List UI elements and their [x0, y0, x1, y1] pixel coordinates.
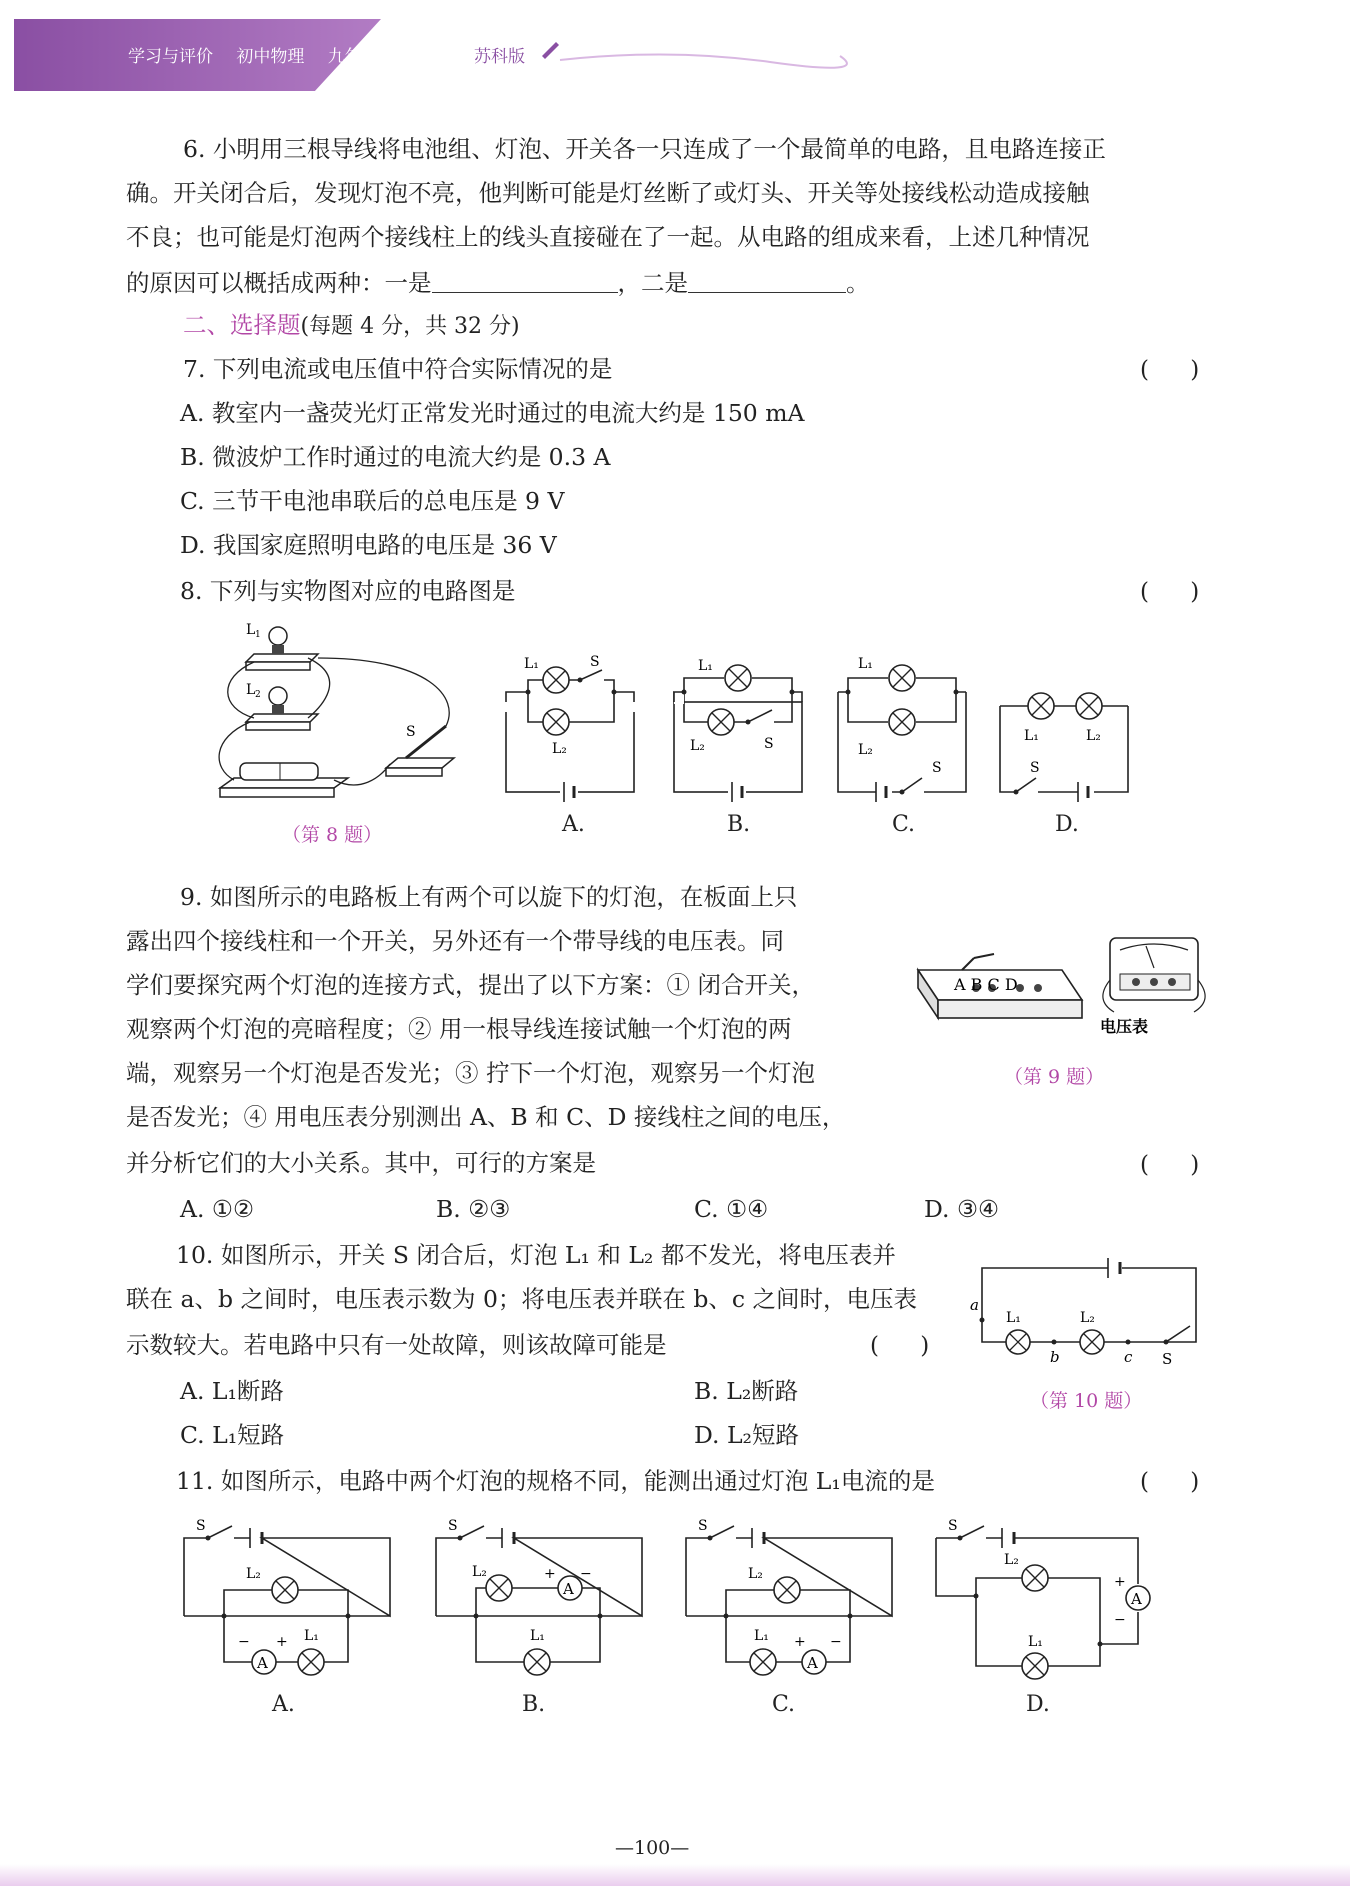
q8-option-letter-b: B. [727, 812, 751, 837]
q7-option-b: B. 微波炉工作时通过的电流大约是 0.3 A [180, 443, 611, 471]
q11-c-ammeter-label: A [807, 1654, 818, 1672]
q10-line3: 示数较大。若电路中只有一处故障，则该故障可能是 [126, 1331, 667, 1359]
q8-circuit-a [500, 652, 642, 797]
q10-point-a: a [970, 1296, 979, 1314]
q9-line3: 学们要探究两个灯泡的连接方式，提出了以下方案：① 闭合开关， [126, 971, 815, 999]
q11-a-l2-label: L₂ [246, 1566, 261, 1582]
q11-b-plus: + [544, 1566, 556, 1582]
q11-c-s-label: S [698, 1518, 708, 1534]
q11-answer-paren[interactable]: ( ) [1140, 1469, 1200, 1495]
q8-b-s-label: S [764, 736, 774, 752]
q8-c-l2-label: L₂ [858, 742, 873, 758]
q10-option-b: B. L₂断路 [694, 1377, 799, 1405]
q11-circuit-a [176, 1516, 396, 1676]
q11-a-minus: − [238, 1634, 250, 1650]
q8-a-l1-label: L₁ [524, 656, 539, 672]
q8-a-s-label: S [590, 654, 600, 670]
q10-switch-label: S [1162, 1350, 1173, 1368]
q9-option-d: D. ③④ [924, 1195, 1000, 1223]
q11-circuit-c [678, 1516, 898, 1676]
q11-d-s-label: S [948, 1518, 958, 1534]
svg-text:1: 1 [255, 630, 261, 640]
q9-board-diagram [914, 930, 1214, 1050]
svg-text:2: 2 [255, 690, 261, 700]
q8-circuit-d [994, 652, 1136, 797]
q8-b-l2-label: L₂ [690, 738, 705, 754]
q10-answer-paren[interactable]: ( ) [870, 1333, 930, 1359]
q11-a-ammeter-label: A [257, 1654, 268, 1672]
q11-option-letter-a: A. [272, 1692, 295, 1717]
q9-line5: 端，观察另一个灯泡是否发光；③ 拧下一个灯泡，观察另一个灯泡 [126, 1059, 815, 1087]
header-edition: 苏科版 [474, 47, 525, 67]
q10-l2-label: L₂ [1080, 1310, 1095, 1326]
q11-d-l2-label: L₂ [1004, 1552, 1019, 1568]
q8-answer-paren[interactable]: ( ) [1140, 579, 1200, 605]
q11-stem: 11. 如图所示，电路中两个灯泡的规格不同，能测出通过灯泡 L₁电流的是 [176, 1467, 935, 1495]
q8-circuit-c [832, 652, 974, 797]
q11-option-letter-c: C. [772, 1692, 796, 1717]
q7-option-d: D. 我国家庭照明电路的电压是 36 V [180, 531, 557, 559]
q10-line1: 10. 如图所示，开关 S 闭合后，灯泡 L₁ 和 L₂ 都不发光，将电压表并 [176, 1241, 896, 1269]
q6-line4-text-b: ，二是 [617, 269, 688, 297]
q9-line2: 露出四个接线柱和一个开关，另外还有一个带导线的电压表。同 [126, 927, 784, 955]
q9-terminal-labels: A B C D [954, 975, 1018, 994]
svg-text:L: L [246, 682, 256, 698]
q11-d-ammeter-label: A [1131, 1590, 1142, 1608]
q8-c-l1-label: L₁ [858, 656, 873, 672]
q10-option-a: A. L₁断路 [180, 1377, 284, 1405]
header-subject: 初中物理 [236, 47, 305, 67]
q8-d-l2-label: L₂ [1086, 728, 1101, 744]
q7-option-c: C. 三节干电池串联后的总电压是 9 V [180, 487, 565, 515]
q11-b-minus: − [580, 1566, 592, 1582]
q9-line1: 9. 如图所示的电路板上有两个可以旋下的灯泡，在板面上只 [180, 883, 798, 911]
q9-caption: （第 9 题） [1004, 1066, 1105, 1088]
svg-text:S: S [406, 724, 416, 740]
section-note: (每题 4 分，共 32 分) [300, 314, 520, 339]
q8-option-letter-d: D. [1055, 812, 1079, 837]
footer-band [0, 1864, 1350, 1886]
q11-b-l1-label: L₁ [530, 1628, 545, 1644]
q8-d-l1-label: L₁ [1024, 728, 1039, 744]
q11-d-minus: − [1114, 1612, 1126, 1628]
q9-voltmeter-label: 电压表 [1100, 1017, 1149, 1036]
q11-d-l1-label: L₁ [1028, 1634, 1043, 1650]
q6-answer-blank-1[interactable] [432, 270, 618, 293]
header-title [128, 42, 431, 67]
q10-option-c: C. L₁短路 [180, 1421, 285, 1449]
q6-line3: 不良；也可能是灯泡两个接线柱上的线头直接碰在了一起。从电路的组成来看，上述几种情况 [126, 223, 1090, 251]
section-title: 二、选择题 [183, 311, 301, 339]
q7-answer-paren[interactable]: ( ) [1140, 357, 1200, 383]
q8-option-letter-a: A. [562, 812, 585, 837]
q9-line7: 并分析它们的大小关系。其中，可行的方案是 [126, 1149, 596, 1177]
q8-circuit-b [668, 652, 810, 797]
q11-b-l2-label: L₂ [472, 1564, 487, 1580]
q11-a-l1-label: L₁ [304, 1628, 319, 1644]
header-grade: 九年级上册 [327, 47, 413, 67]
q8-caption: （第 8 题） [282, 824, 383, 846]
q8-d-s-label: S [1030, 760, 1040, 776]
q10-option-d: D. L₂短路 [694, 1421, 799, 1449]
q11-option-letter-d: D. [1026, 1692, 1050, 1717]
q11-c-minus: − [830, 1634, 842, 1650]
header-series: 学习与评价 [128, 47, 213, 67]
q6-line4 [126, 270, 870, 296]
q8-c-s-label: S [932, 760, 942, 776]
q11-a-plus: + [276, 1634, 288, 1650]
q6-line1: 6. 小明用三根导线将电池组、灯泡、开关各一只连成了一个最简单的电路，且电路连接正 [183, 135, 1106, 163]
section-heading [183, 311, 520, 339]
q10-circuit [970, 1250, 1210, 1370]
q10-line2: 联在 a、b 之间时，电压表示数为 0；将电压表并联在 b、c 之间时，电压表 [126, 1285, 918, 1313]
q9-option-a: A. ①② [180, 1195, 255, 1223]
q11-circuit-b [428, 1516, 648, 1676]
q11-option-letter-b: B. [522, 1692, 546, 1717]
q8-option-letter-c: C. [892, 812, 916, 837]
q10-point-b: b [1050, 1348, 1060, 1366]
q11-c-l1-label: L₁ [754, 1628, 769, 1644]
page-number: —100— [615, 1837, 690, 1859]
q11-d-plus: + [1114, 1574, 1126, 1590]
svg-text:L: L [246, 622, 256, 638]
q8-stem: 8. 下列与实物图对应的电路图是 [180, 577, 516, 605]
q8-physical-diagram [210, 618, 460, 808]
q8-b-l1-label: L₁ [698, 658, 713, 674]
q11-c-l2-label: L₂ [748, 1566, 763, 1582]
q6-line4-text-c: 。 [846, 269, 870, 297]
q10-point-c: c [1124, 1348, 1133, 1366]
q9-line6: 是否发光；④ 用电压表分别测出 A、B 和 C、D 接线柱之间的电压， [126, 1103, 846, 1131]
q11-b-s-label: S [448, 1518, 458, 1534]
q9-option-b: B. ②③ [436, 1195, 511, 1223]
q7-stem: 7. 下列电流或电压值中符合实际情况的是 [183, 355, 613, 383]
q6-line2: 确。开关闭合后，发现灯泡不亮，他判断可能是灯丝断了或灯头、开关等处接线松动造成接触 [126, 179, 1090, 207]
q8-a-l2-label: L₂ [552, 741, 567, 757]
q7-option-a: A. 教室内一盏荧光灯正常发光时通过的电流大约是 150 mA [180, 399, 805, 427]
q11-circuit-d [928, 1516, 1148, 1676]
q6-answer-blank-2[interactable] [688, 270, 846, 293]
q9-option-c: C. ①④ [694, 1195, 769, 1223]
q11-c-plus: + [794, 1634, 806, 1650]
q6-line4-text-a: 的原因可以概括成两种：一是 [126, 269, 432, 297]
q11-b-ammeter-label: A [563, 1580, 574, 1598]
q11-a-s-label: S [196, 1518, 206, 1534]
q10-l1-label: L₁ [1006, 1310, 1021, 1326]
q9-line4: 观察两个灯泡的亮暗程度；② 用一根导线连接试触一个灯泡的两 [126, 1015, 792, 1043]
q9-answer-paren[interactable]: ( ) [1140, 1152, 1200, 1178]
q10-caption: （第 10 题） [1030, 1390, 1143, 1412]
pencil-icon [530, 40, 850, 80]
